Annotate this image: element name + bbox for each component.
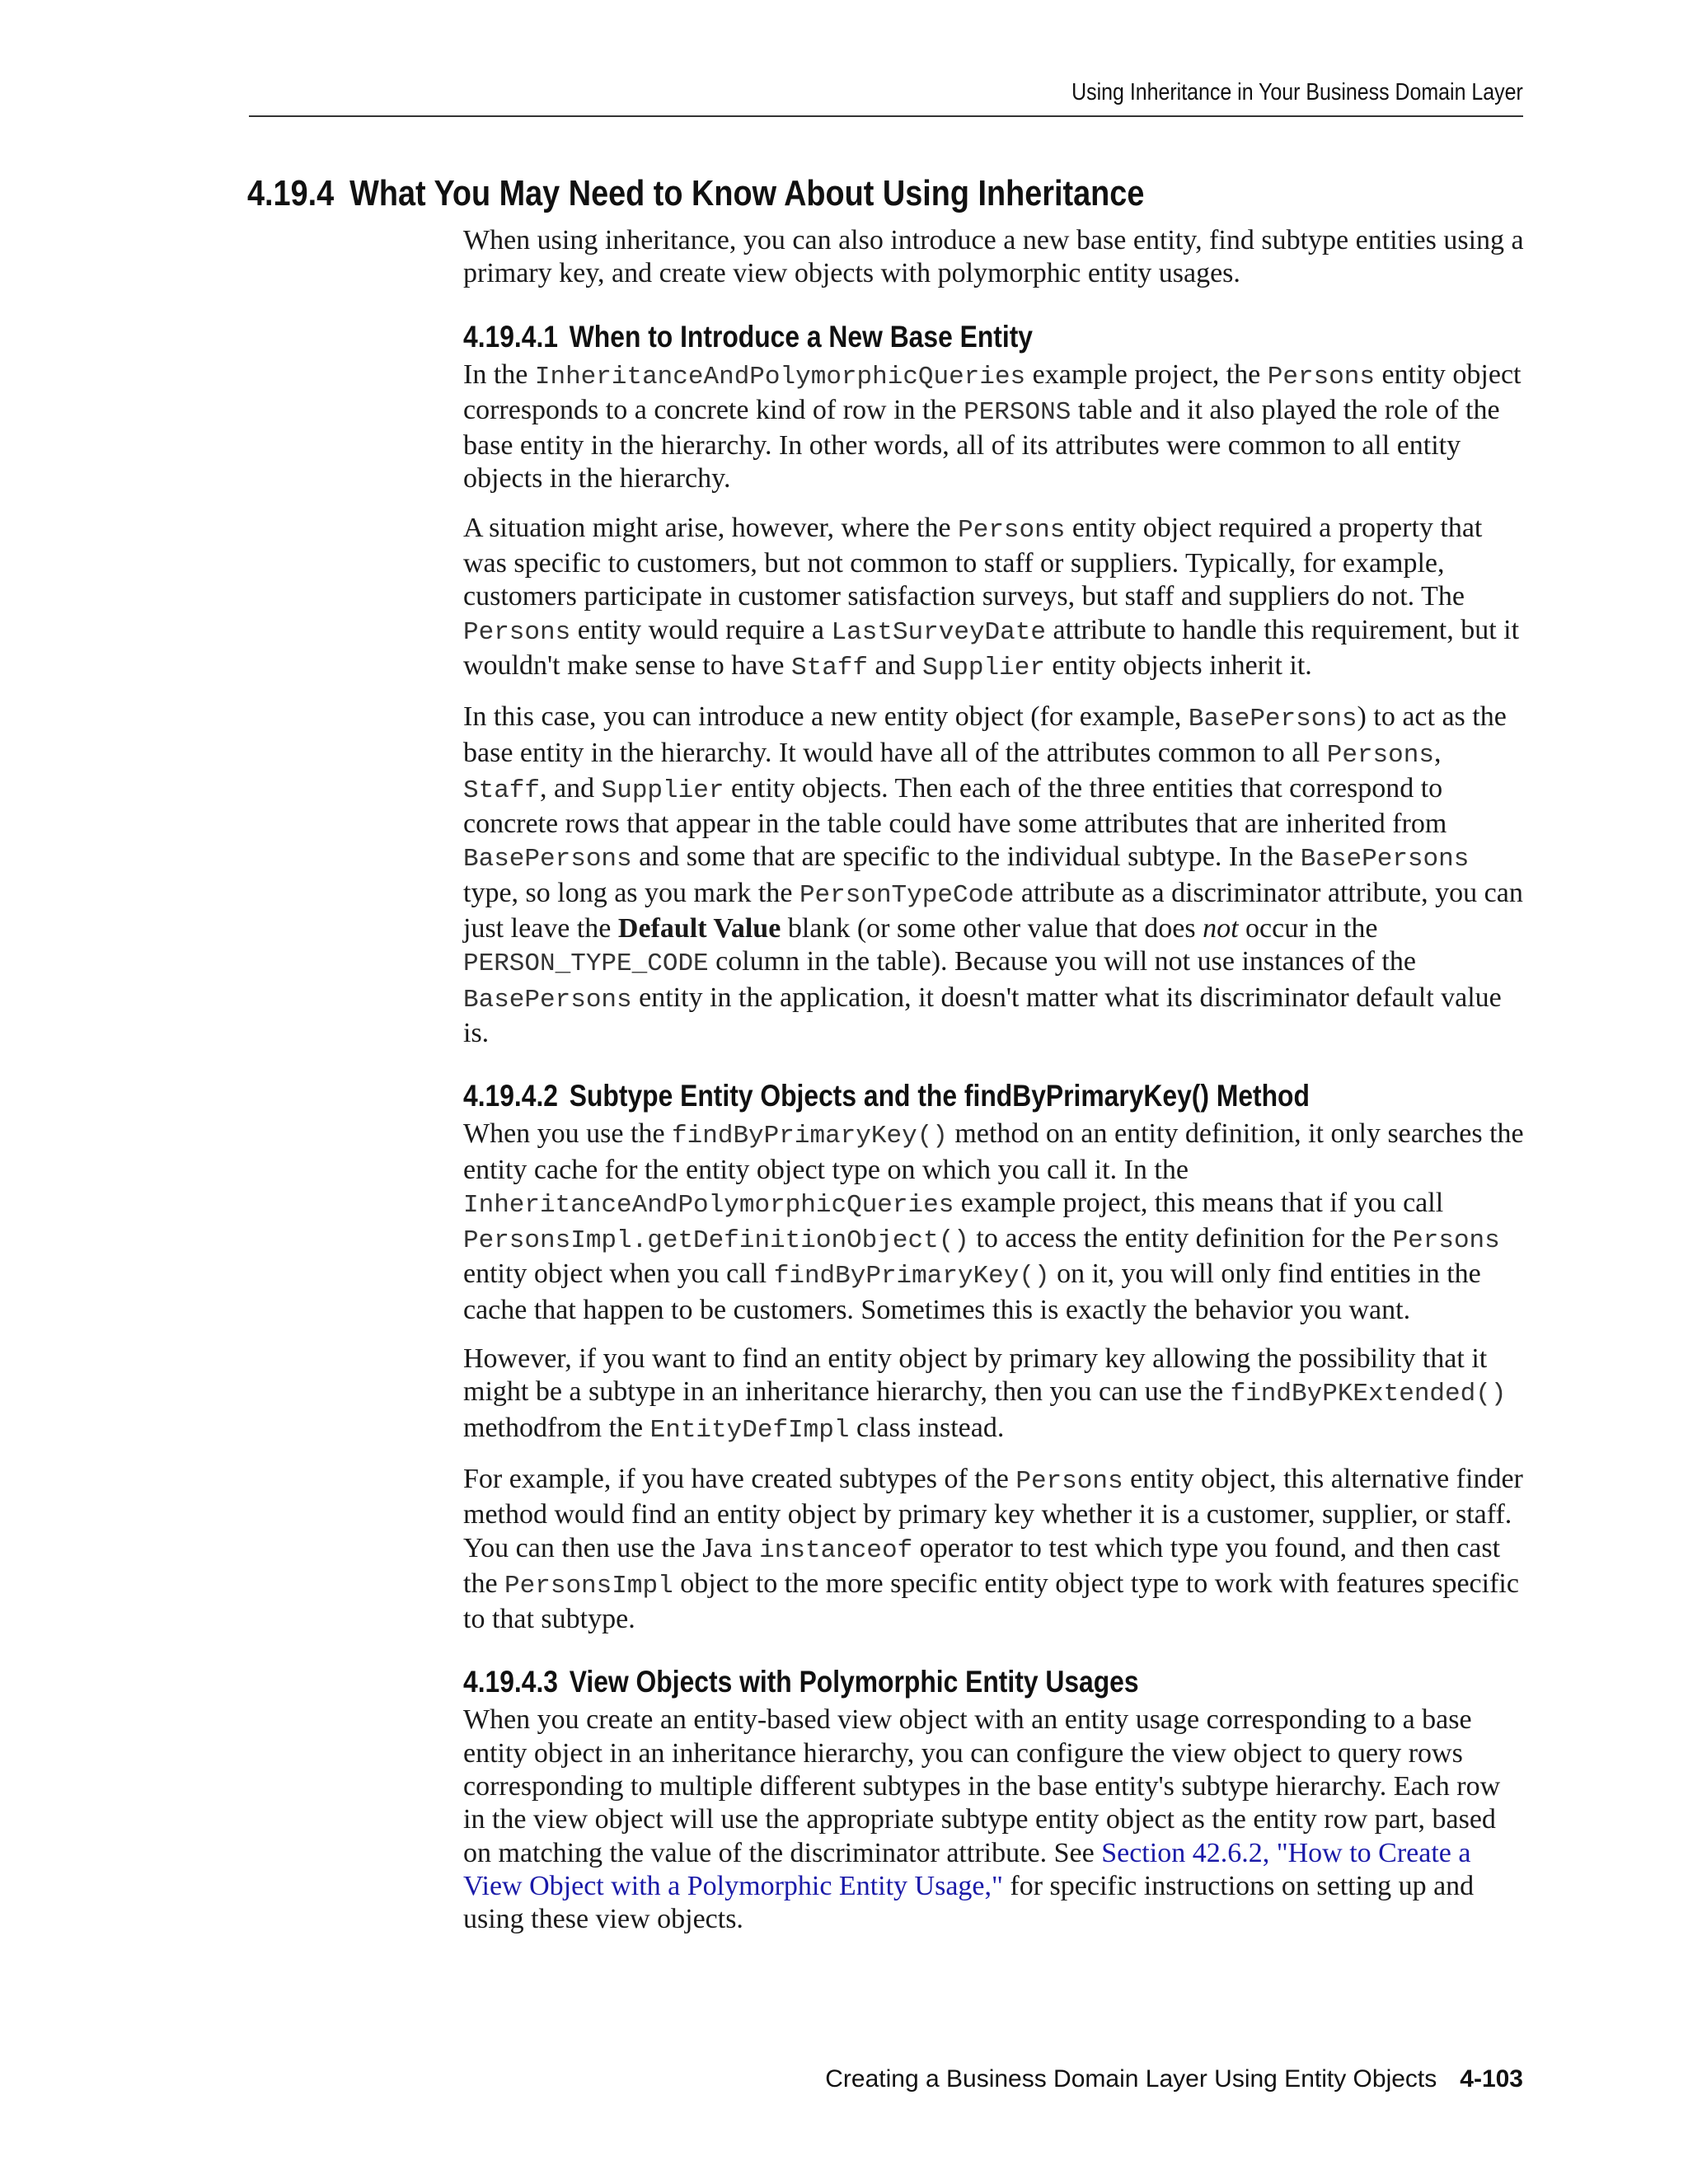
text-run: for specific instructions on setting up and using these view objects. [463, 1870, 1475, 1935]
text-run: entity in the application, it doesn't matter what its discriminator default value is. [463, 982, 1502, 1048]
text-run: class instead. [849, 1412, 1005, 1443]
text-run: entity would require a [570, 614, 832, 645]
subsection-heading-4-19-4-3 [463, 1664, 1377, 1700]
text-run: When you create an entity-based view object with an entity usage corresponding to a base entity object in an inheritance hierarchy, you can configure the view object to query rows corresponding to multiple different subtypes in the base entity's subtype hierarchy. Each row in the view object will use the appropriate subtype entity object as the entity row part, based on matching the value of the discriminator attribute. See [463, 1704, 1501, 1868]
code-term: LastSurveyDate [831, 617, 1046, 647]
code-term: PersonsImpl [504, 1571, 673, 1601]
running-header-title: Using Inheritance in Your Business Domain Layer [1071, 79, 1523, 105]
section-heading [247, 173, 1144, 214]
text-run: , and [540, 772, 602, 804]
section-number: 4.19.4 [247, 173, 335, 213]
page-number: 4-103 [1460, 2065, 1523, 2093]
code-term: Persons [1015, 1466, 1123, 1496]
code-term: Persons [958, 515, 1066, 545]
section-title: What You May Need to Know About Using Inheritance [349, 173, 1145, 213]
text-run: In the [463, 359, 535, 390]
code-term: findByPrimaryKey() [773, 1262, 1050, 1291]
text-run: example project, the [1025, 359, 1268, 390]
code-term: PERSON_TYPE_CODE [463, 949, 709, 979]
text-run: In this case, you can introduce a new entity object (for example, [463, 701, 1189, 733]
text-run: entity object, this alternative finder method would find an entity object by primary key whether it is a customer, supplier, or staff. You can then use the Java [463, 1463, 1523, 1563]
subsection-title: View Objects with Polymorphic Entity Usages [569, 1665, 1139, 1699]
code-term: Staff [463, 776, 541, 805]
text-run: example project, this means that if you call [954, 1187, 1444, 1218]
text-run: and some that are specific to the individual subtype. In the [631, 841, 1301, 873]
text-run: entity objects inherit it. [1044, 649, 1312, 681]
code-term: InheritanceAndPolymorphicQueries [463, 1190, 954, 1220]
emphasis: not [1203, 913, 1239, 944]
code-term: Persons [1392, 1226, 1500, 1256]
running-footer [825, 2065, 1523, 2093]
paragraph [463, 512, 1526, 685]
cross-reference-link[interactable]: Section 42.6.2, "How to Create a View Object with a Polymorphic Entity Usage," [463, 1837, 1471, 1901]
paragraph [463, 1343, 1526, 1447]
code-term: Supplier [601, 776, 724, 805]
code-term: BasePersons [463, 845, 632, 874]
code-term: EntityDefImpl [649, 1415, 850, 1445]
subsection-heading-4-19-4-1 [463, 319, 1377, 355]
text-run: , [1433, 737, 1442, 768]
text-run: table and it also played the role of the base entity in the hierarchy. In other words, all of its attributes were common to all entity objects in the hierarchy. [463, 394, 1500, 494]
code-term: Persons [1326, 740, 1434, 770]
text-run: attribute as a discriminator attribute, you can just leave the [463, 877, 1523, 944]
text-run: When you use the [463, 1118, 673, 1150]
text-run: occur in the [1238, 913, 1378, 944]
code-term: BasePersons [1188, 705, 1357, 734]
code-term: PERSONS [964, 397, 1071, 427]
text-run: to access the entity definition for the [968, 1223, 1393, 1254]
text-run: entity object when you call [463, 1258, 774, 1290]
footer-chapter-title: Creating a Business Domain Layer Using Entity Objects [825, 2065, 1437, 2093]
text-run: blank (or some other value that does [781, 913, 1203, 944]
paragraph [463, 359, 1526, 496]
text-run: type, so long as you mark the [463, 877, 799, 908]
code-term: BasePersons [463, 985, 632, 1015]
text-run: attribute to handle this requirement, but it wouldn't make sense to have [463, 614, 1520, 681]
ui-label-bold: Default Value [617, 913, 781, 944]
text-run: methodfrom the [463, 1412, 650, 1443]
paragraph [463, 1463, 1526, 1636]
code-term: Persons [463, 617, 571, 647]
code-term: findByPrimaryKey() [672, 1122, 948, 1151]
subsection-number: 4.19.4.3 [463, 1665, 559, 1699]
text-run: on it, you will only find entities in the cache that happen to be customers. Sometimes this is exactly the behavior you want. [463, 1258, 1481, 1325]
text-run: entity object required a property that was specific to customers, but not common to staff or suppliers. Typically, for example, customers participate in customer satisfaction surveys, but staff and suppliers do not. The [463, 512, 1483, 612]
code-term: BasePersons [1300, 845, 1470, 874]
code-term: findByPKExtended() [1230, 1380, 1507, 1409]
text-run: For example, if you have created subtypes of the [463, 1463, 1016, 1494]
running-header [249, 74, 1523, 117]
text-run: object to the more specific entity object type to work with features specific to that subtype. [463, 1568, 1519, 1635]
code-term: PersonTypeCode [799, 880, 1015, 910]
paragraph [463, 701, 1526, 1050]
subsection-number: 4.19.4.2 [463, 1079, 559, 1113]
code-term: PersonsImpl.getDefinitionObject() [463, 1226, 969, 1256]
section-body [463, 224, 1526, 1952]
paragraph [463, 1704, 1526, 1936]
subsection-title: Subtype Entity Objects and the findByPrimaryKey() Method [569, 1079, 1310, 1113]
text-run: entity object corresponds to a concrete kind of row in the [463, 359, 1522, 425]
code-term: Staff [790, 653, 868, 682]
code-term: instanceof [759, 1535, 913, 1565]
text-run: A situation might arise, however, where the [463, 512, 959, 543]
code-term: Supplier [922, 653, 1045, 682]
paragraph [463, 1118, 1526, 1327]
subsection-title: When to Introduce a New Base Entity [569, 319, 1034, 354]
text-run: operator to test which type you found, and then cast the [463, 1532, 1501, 1599]
text-run: However, if you want to find an entity object by primary key allowing the possibility that it might be a subtype in an inheritance hierarchy, then you can use the [463, 1343, 1488, 1408]
text-run: column in the table). Because you will not use instances of the [708, 946, 1416, 977]
subsection-heading-4-19-4-2 [463, 1078, 1377, 1114]
text-run: and [868, 649, 923, 681]
text-run: method on an entity definition, it only searches the entity cache for the entity object type on which you call it. In the [463, 1118, 1524, 1185]
section-intro: When using inheritance, you can also introduce a new base entity, find subtype entities using a primary key, and create view objects with polymorphic entity usages. [463, 225, 1524, 289]
subsection-number: 4.19.4.1 [463, 319, 559, 354]
text-run: entity objects. Then each of the three entities that correspond to concrete rows that appear in the table could have some attributes that are inherited from [463, 772, 1447, 840]
text-run: ) to act as the base entity in the hierarchy. It would have all of the attributes common to all [463, 701, 1507, 768]
code-term: InheritanceAndPolymorphicQueries [534, 362, 1026, 391]
code-term: Persons [1267, 362, 1375, 391]
